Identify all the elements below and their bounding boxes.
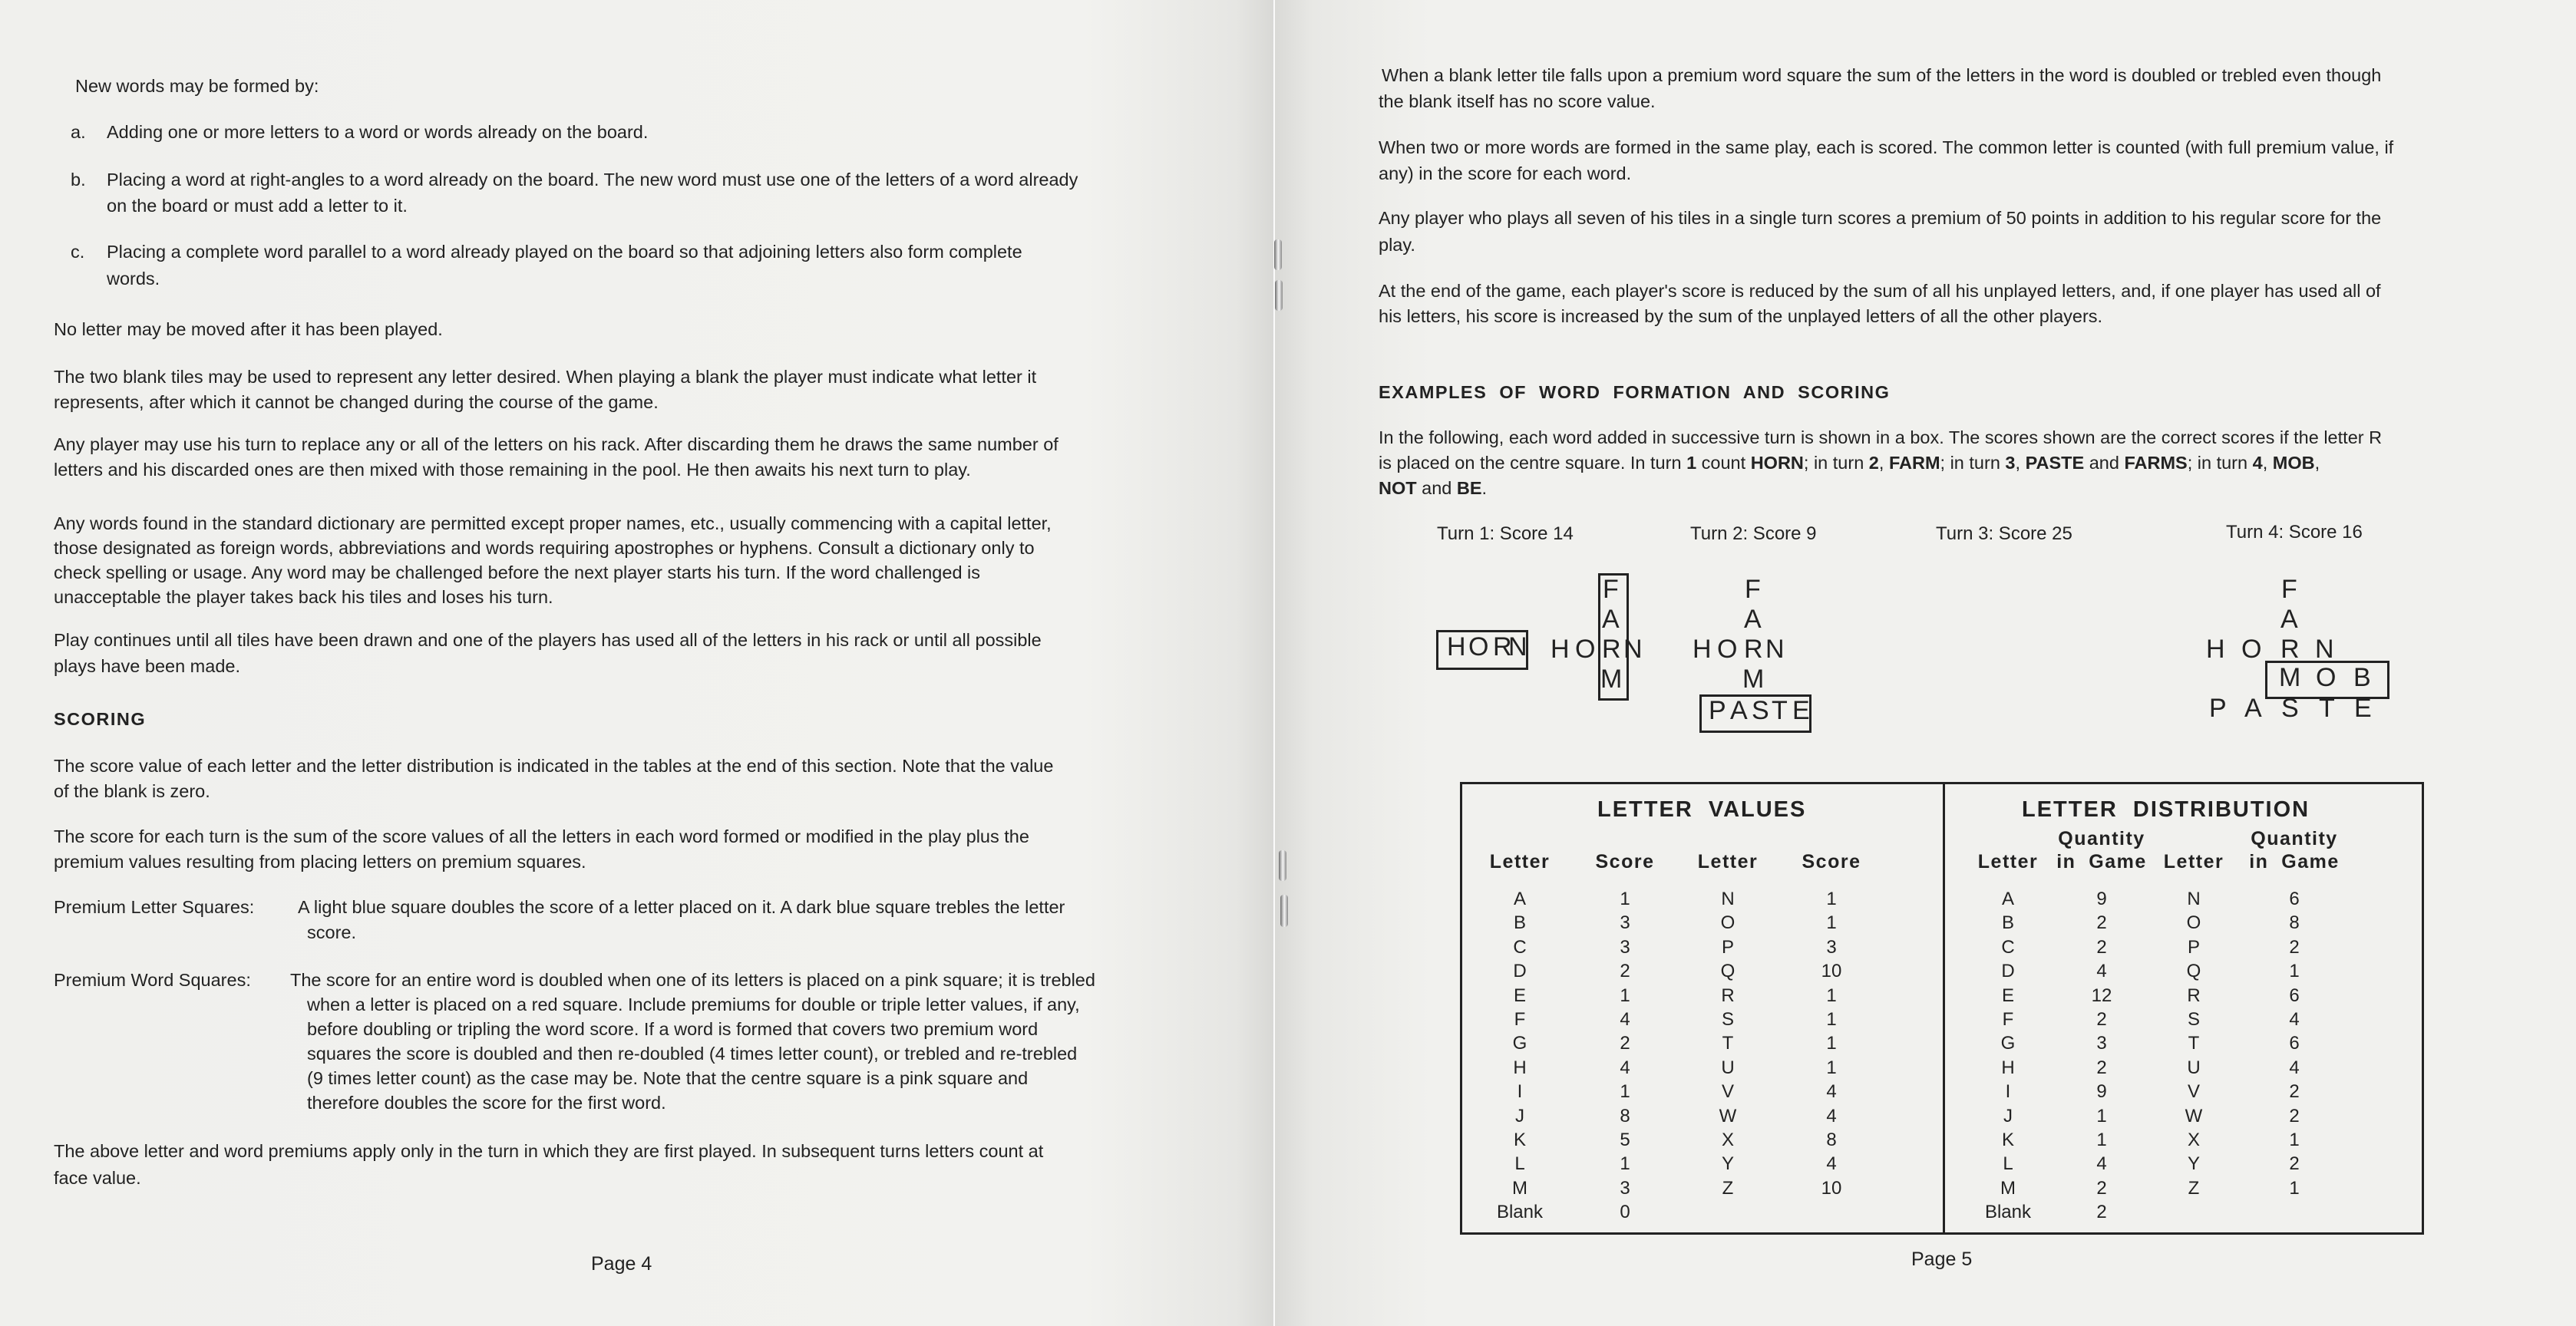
intro-word: NOT	[1379, 478, 1417, 498]
letter-cell: I	[1517, 1081, 1523, 1103]
score-cell: 1	[1826, 912, 1837, 934]
quantity-cell: 2	[2289, 1105, 2300, 1126]
letter-cell: J	[2003, 1105, 2013, 1126]
list-item-b-line2: on the board or must add a letter to it.	[107, 196, 408, 216]
list-item-c-line2: words.	[107, 269, 160, 289]
right-paragraph-4-line1: At the end of the game, each player's score is reduced by the sum of all his unplayed letters, and, if one player has used all of	[1379, 281, 2381, 301]
intro-part: and	[1416, 478, 1457, 498]
list-item-a: Adding one or more letters to a word or words already on the board.	[107, 122, 649, 142]
tile: M	[1742, 665, 1765, 694]
letter-cell: O	[2186, 912, 2201, 934]
letter-cell: C	[2001, 936, 2015, 958]
header-letter: Letter	[2163, 851, 2224, 872]
letter-cell: G	[1512, 1033, 1527, 1054]
quantity-cell: 1	[2096, 1130, 2107, 1151]
letter-cell: B	[2001, 912, 2014, 934]
score-cell: 1	[1826, 1033, 1837, 1054]
letter-cell: O	[1720, 912, 1735, 934]
header-in-game: in Game	[2249, 851, 2340, 872]
quantity-cell: 2	[2096, 936, 2107, 958]
intro-word: BE	[1456, 478, 1482, 498]
staple	[1275, 280, 1283, 311]
letter-cell: N	[1721, 889, 1735, 909]
intro-part: and	[2084, 453, 2125, 473]
score-cell: 3	[1620, 936, 1630, 958]
paragraph-dictionary-line4: unacceptable the player takes back his tiles and loses his turn.	[54, 587, 553, 607]
scoring-heading: SCORING	[54, 709, 147, 729]
staple	[1280, 895, 1288, 927]
letter-distribution-title: LETTER DISTRIBUTION	[2022, 797, 2310, 822]
paragraph-blank-tiles-line1: The two blank tiles may be used to represent any letter desired. When playing a blank the player must indicate what letter it	[54, 367, 1037, 387]
intro-turn-number: 3	[2005, 453, 2016, 473]
premium-letter-line2: score.	[307, 922, 356, 942]
premium-word-line4: squares the score is doubled and then re-doubled (4 times letter count), or trebled and re-trebled	[307, 1044, 1078, 1064]
tile: T	[2319, 694, 2335, 723]
letter-cell: D	[1513, 961, 1527, 982]
intro-part: ; in turn	[1803, 453, 1869, 473]
score-cell: 1	[1620, 1153, 1630, 1175]
letter-cell: D	[2001, 961, 2015, 982]
intro-turn-number: 2	[1868, 453, 1879, 473]
paragraph-dictionary-line1: Any words found in the standard dictionary are permitted except proper names, etc., usually commencing with a capital letter,	[54, 513, 1052, 533]
header-quantity: Quantity	[2251, 828, 2338, 849]
examples-intro-line1: In the following, each word added in successive turn is shown in a box. The scores shown are the correct scores if the letter R	[1379, 427, 2383, 447]
letter-cell: T	[2188, 1033, 2200, 1054]
page-number-left: Page 4	[591, 1253, 652, 1275]
quantity-cell: 2	[2289, 1081, 2300, 1103]
right-paragraph-2-line1: When two or more words are formed in the same play, each is scored. The common letter is counted (with full premium value, if	[1379, 137, 2394, 157]
quantity-column-1	[2056, 887, 2148, 1225]
letter-cell: S	[2187, 1009, 2200, 1031]
letter-cell: Q	[2186, 961, 2201, 982]
tile: R	[1744, 635, 1763, 664]
premium-word-line5: (9 times letter count) as the case may be. Note that the centre square is a pink square and	[307, 1068, 1029, 1088]
examples-intro-line2	[1379, 452, 2320, 473]
list-marker-b: b.	[71, 170, 86, 190]
tile: H	[1693, 635, 1712, 664]
intro-word: PASTE	[2025, 453, 2085, 473]
quantity-cell: 2	[2096, 1057, 2107, 1078]
list-marker-a: a.	[71, 122, 86, 142]
score-cell: 2	[1620, 1033, 1630, 1054]
quantity-column-2	[2248, 887, 2340, 1200]
intro-part: is placed on the centre square. In turn	[1379, 453, 1687, 473]
letter-cell: Q	[1720, 961, 1735, 982]
scoring-paragraph-1-line2: of the blank is zero.	[54, 781, 210, 801]
tile: O	[2316, 663, 2337, 692]
letter-cell: H	[2001, 1057, 2015, 1078]
letters-column-1	[1474, 887, 1566, 1225]
tile: P	[2209, 694, 2227, 723]
scoring-paragraph-2-line1: The score for each turn is the sum of the score values of all the letters in each word formed or modified in the play plus the	[54, 826, 1029, 846]
score-cell: 10	[1821, 1177, 1842, 1199]
tile: S	[2281, 694, 2299, 723]
tile: E	[1792, 696, 1810, 725]
staple	[1279, 850, 1286, 881]
letter-cell: M	[1512, 1177, 1527, 1199]
letter-cell: E	[1513, 985, 1526, 1006]
quantity-cell: 2	[2289, 936, 2300, 958]
paragraph-blank-tiles-line2: represents, after which it cannot be changed during the course of the game.	[54, 392, 659, 412]
premium-word-label: Premium Word Squares:	[54, 970, 251, 990]
score-cell: 2	[1620, 961, 1630, 982]
list-marker-c: c.	[71, 242, 85, 262]
right-paragraph-3-line2: play.	[1379, 235, 1415, 255]
intro-part: count	[1696, 453, 1751, 473]
premium-word-line6: therefore doubles the score for the first word.	[307, 1093, 666, 1113]
header-quantity: Quantity	[2058, 828, 2145, 849]
letter-cell: V	[1721, 1081, 1734, 1103]
quantity-cell: 1	[2289, 961, 2300, 982]
score-cell: 1	[1826, 889, 1837, 909]
letter-cell: Z	[2188, 1177, 2200, 1199]
letter-cell: P	[2187, 936, 2200, 958]
score-cell: 10	[1821, 961, 1842, 982]
score-cell: 4	[1620, 1009, 1630, 1031]
tile: A	[1744, 605, 1762, 634]
score-cell: 0	[1620, 1202, 1630, 1223]
tile: N	[1508, 632, 1527, 661]
tile: E	[2354, 694, 2372, 723]
score-cell: 1	[1826, 985, 1837, 1006]
letter-cell: X	[1721, 1130, 1734, 1151]
letter-cell: Y	[1721, 1153, 1734, 1175]
tile: N	[1623, 635, 1643, 664]
tile: R	[1493, 632, 1512, 661]
scoring-paragraph-2-line2: premium values resulting from placing letters on premium squares.	[54, 852, 586, 872]
letter-cell: E	[2001, 985, 2014, 1006]
tile: H	[1447, 632, 1466, 661]
right-paragraph-4-line2: his letters, his score is increased by the sum of the unplayed letters of all the other players.	[1379, 306, 2103, 326]
premium-letter-line1: A light blue square doubles the score of a letter placed on it. A dark blue square trebles the letter	[298, 897, 1065, 917]
letters-column-2	[1682, 887, 1774, 1200]
intro-part: ,	[2015, 453, 2026, 473]
header-score: Score	[1802, 851, 1861, 872]
tile: N	[1765, 635, 1785, 664]
quantity-cell: 2	[2096, 1009, 2107, 1031]
quantity-cell: 6	[2289, 1033, 2300, 1054]
score-cell: 3	[1826, 936, 1837, 958]
quantity-cell: 12	[2091, 985, 2112, 1006]
header-score: Score	[1595, 851, 1655, 872]
tile: O	[1468, 632, 1489, 661]
letter-cell: M	[2000, 1177, 2016, 1199]
quantity-cell: 2	[2096, 912, 2107, 934]
closing-line1: The above letter and word premiums apply only in the turn in which they are first played. In subsequent turns letters count at	[54, 1141, 1044, 1161]
paragraph-dictionary-line2: those designated as foreign words, abbreviations and words requiring apostrophes or hyphens. Consult a dictionary only to	[54, 538, 1035, 558]
letter-cell: Blank	[1496, 1202, 1544, 1223]
tile: O	[1717, 635, 1738, 664]
letter-cell: X	[2187, 1130, 2200, 1151]
turn-1-label: Turn 1: Score 14	[1437, 523, 1574, 544]
quantity-cell: 6	[2289, 985, 2300, 1006]
quantity-cell: 1	[2289, 1130, 2300, 1151]
letter-cell: W	[2185, 1105, 2203, 1126]
score-cell: 4	[1620, 1057, 1630, 1078]
score-cell: 1	[1620, 1081, 1630, 1103]
examples-heading: EXAMPLES OF WORD FORMATION AND SCORING	[1379, 382, 1891, 402]
letter-cell: L	[2003, 1153, 2013, 1175]
letter-tables	[1460, 782, 2424, 1235]
score-cell: 4	[1826, 1081, 1837, 1103]
quantity-cell: 2	[2289, 1153, 2300, 1175]
score-cell: 3	[1620, 1177, 1630, 1199]
intro-text: New words may be formed by:	[75, 76, 319, 96]
premium-word-line2: when a letter is placed on a red square. Include premiums for double or triple letter values, if any,	[307, 995, 1080, 1014]
score-cell: 1	[1620, 985, 1630, 1006]
table-divider	[1943, 784, 1945, 1232]
turn-4-label: Turn 4: Score 16	[2226, 522, 2363, 543]
letter-cell: T	[1722, 1033, 1734, 1054]
quantity-cell: 2	[2096, 1202, 2107, 1223]
letter-cell: J	[1515, 1105, 1524, 1126]
quantity-cell: 4	[2096, 1153, 2107, 1175]
letter-cell: B	[1513, 912, 1526, 934]
intro-word: FARMS	[2124, 453, 2188, 473]
quantity-cell: 1	[2289, 1177, 2300, 1199]
intro-word: HORN	[1750, 453, 1804, 473]
quantity-cell: 4	[2289, 1057, 2300, 1078]
letter-cell: V	[2187, 1081, 2200, 1103]
tile: R	[2280, 635, 2300, 664]
header-in-game: in Game	[2056, 851, 2147, 872]
letter-cell: P	[1721, 936, 1734, 958]
right-paragraph-1-line2: the blank itself has no score value.	[1379, 91, 1656, 111]
letter-cell: K	[2001, 1130, 2014, 1151]
score-cell: 1	[1826, 1009, 1837, 1031]
scoring-paragraph-1-line1: The score value of each letter and the letter distribution is indicated in the tables at the end of this section. Note that the value	[54, 756, 1054, 776]
letter-cell: Y	[2187, 1153, 2200, 1175]
letter-cell: U	[1721, 1057, 1735, 1078]
scores-column-2	[1785, 887, 1878, 1200]
turn-3-label: Turn 3: Score 25	[1936, 523, 2072, 544]
tile: R	[1602, 635, 1621, 664]
letter-cell: C	[1513, 936, 1527, 958]
letter-cell: A	[2001, 889, 2014, 909]
tile: T	[1772, 696, 1788, 725]
letter-cell: U	[2187, 1057, 2201, 1078]
right-paragraph-3-line1: Any player who plays all seven of his tiles in a single turn scores a premium of 50 points in addition to his regular score for the	[1379, 208, 2382, 228]
letter-cell: I	[2005, 1081, 2011, 1103]
premium-word-line3: before doubling or tripling the word score. If a word is formed that covers two premium word	[307, 1019, 1039, 1039]
header-letter: Letter	[1697, 851, 1759, 872]
closing-line2: face value.	[54, 1168, 141, 1188]
tile: F	[1603, 575, 1619, 604]
paragraph-no-move: No letter may be moved after it has been played.	[54, 319, 443, 339]
tile: O	[2241, 635, 2262, 664]
letter-cell: Z	[1722, 1177, 1734, 1199]
paragraph-replace-line2: letters and his discarded ones are then mixed with those remaining in the pool. He then awaits his next turn to play.	[54, 460, 971, 480]
tile: P	[1709, 696, 1726, 725]
tile: F	[2281, 575, 2297, 604]
intro-part: ; in turn	[1940, 453, 2006, 473]
tile: F	[1745, 575, 1761, 604]
tile: M	[2279, 663, 2301, 692]
score-cell: 1	[1826, 1057, 1837, 1078]
tile: B	[2353, 663, 2371, 692]
letter-cell: W	[1719, 1105, 1737, 1126]
quantity-cell: 4	[2096, 961, 2107, 982]
header-letter: Letter	[1977, 851, 2039, 872]
intro-part: .	[1481, 478, 1488, 498]
letter-cell: R	[2187, 985, 2201, 1006]
intro-part: ,	[2314, 453, 2320, 473]
intro-word: FARM	[1888, 453, 1940, 473]
quantity-cell: 9	[2096, 1081, 2107, 1103]
letters-column-1	[1962, 887, 2054, 1225]
quantity-cell: 9	[2096, 889, 2107, 909]
quantity-cell: 1	[2096, 1105, 2107, 1126]
letter-cell: F	[2002, 1009, 2014, 1031]
tile: H	[1551, 635, 1570, 664]
letter-cell: N	[2187, 889, 2201, 909]
staple	[1274, 239, 1282, 270]
letters-column-2	[2148, 887, 2240, 1200]
letter-cell: R	[1721, 985, 1735, 1006]
list-item-c-line1: Placing a complete word parallel to a word already played on the board so that adjoining letters also form complete	[107, 242, 1022, 262]
quantity-cell: 6	[2289, 889, 2300, 909]
page-number-right: Page 5	[1911, 1248, 1973, 1270]
tile: S	[1752, 696, 1769, 725]
score-cell: 1	[1620, 889, 1630, 909]
intro-part: ,	[2262, 453, 2273, 473]
right-paragraph-2-line2: any) in the score for each word.	[1379, 163, 1632, 183]
score-cell: 8	[1620, 1105, 1630, 1126]
intro-turn-number: 1	[1686, 453, 1697, 473]
tile: A	[1602, 605, 1620, 634]
quantity-cell: 4	[2289, 1009, 2300, 1031]
score-cell: 4	[1826, 1153, 1837, 1175]
intro-part: ; in turn	[2187, 453, 2253, 473]
quantity-cell: 2	[2096, 1177, 2107, 1199]
letter-cell: H	[1513, 1057, 1527, 1078]
left-page	[0, 0, 1274, 1326]
score-cell: 3	[1620, 912, 1630, 934]
header-letter: Letter	[1489, 851, 1551, 872]
turn-2-label: Turn 2: Score 9	[1690, 523, 1817, 544]
book-spine	[1273, 0, 1275, 1326]
paragraph-play-continues-line1: Play continues until all tiles have been drawn and one of the players has used all of the letters in his rack or until all possible	[54, 630, 1042, 650]
letter-cell: S	[1721, 1009, 1734, 1031]
paragraph-dictionary-line3: check spelling or usage. Any word may be challenged before the next player starts his turn. If the word challenged is	[54, 562, 981, 582]
scores-column-1	[1579, 887, 1671, 1225]
right-paragraph-1-line1: When a blank letter tile falls upon a premium word square the sum of the letters in the word is doubled or trebled even though	[1382, 65, 2382, 85]
list-item-b-line1: Placing a word at right-angles to a word already on the board. The new word must use one of the letters of a word already	[107, 170, 1078, 190]
letter-cell: F	[1514, 1009, 1526, 1031]
tile: N	[2315, 635, 2334, 664]
score-cell: 5	[1620, 1130, 1630, 1151]
letter-cell: Blank	[1984, 1202, 2032, 1223]
letter-cell: L	[1514, 1153, 1525, 1175]
quantity-cell: 3	[2096, 1033, 2107, 1054]
tile: H	[2206, 635, 2225, 664]
tile: M	[1600, 665, 1623, 694]
examples-intro-line3	[1379, 477, 1487, 499]
paragraph-replace-line1: Any player may use his turn to replace any or all of the letters on his rack. After discarding them he draws the same number of	[54, 434, 1058, 454]
score-cell: 4	[1826, 1105, 1837, 1126]
letter-cell: G	[2000, 1033, 2016, 1054]
tile: A	[1730, 696, 1748, 725]
tile: A	[2280, 605, 2298, 634]
premium-word-line1: The score for an entire word is doubled when one of its letters is placed on a pink square; it is trebled	[290, 970, 1095, 990]
score-cell: 8	[1826, 1130, 1837, 1151]
letter-values-title: LETTER VALUES	[1597, 797, 1807, 822]
letter-cell: K	[1513, 1130, 1526, 1151]
paragraph-play-continues-line2: plays have been made.	[54, 656, 240, 676]
intro-word: MOB	[2272, 453, 2315, 473]
tile: O	[1575, 635, 1596, 664]
intro-turn-number: 4	[2252, 453, 2263, 473]
letter-cell: A	[1513, 889, 1526, 909]
intro-part: ,	[1878, 453, 1889, 473]
quantity-cell: 8	[2289, 912, 2300, 934]
premium-letter-label: Premium Letter Squares:	[54, 897, 255, 917]
tile: A	[2244, 694, 2262, 723]
